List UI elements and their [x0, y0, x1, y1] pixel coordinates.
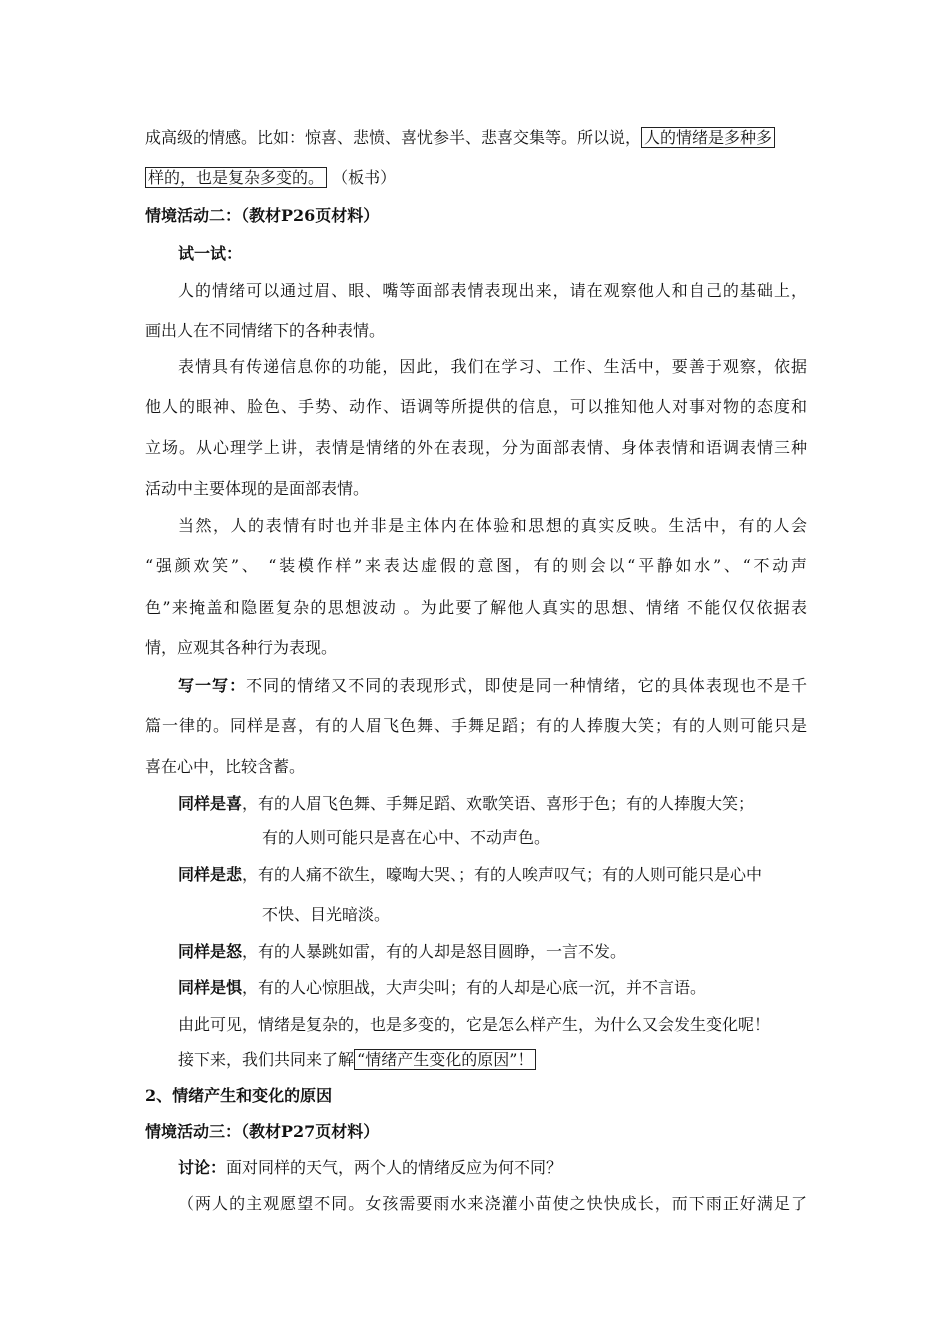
text-span: ，有的人眉飞色舞、手舞足蹈、欢歌笑语、喜形于色；有的人捧腹大笑；: [242, 794, 755, 813]
text-span: ，有的人痛不欲生，嚎啕大哭、；有的人唉声叹气；有的人则可能只是心中: [242, 865, 763, 884]
paragraph-line: （两人的主观愿望不同。女孩需要雨水来浇灌小苗使之快快成长，而下雨正好满足了: [178, 1194, 807, 1213]
emotion-label: 同样是悲: [178, 865, 243, 884]
paragraph-line: [178, 1050, 536, 1070]
paragraph-line: 不快、目光暗淡。: [262, 905, 391, 924]
boxed-blackboard-note: 样的，也是复杂多变的。: [145, 167, 327, 188]
paragraph-line: 他人的眼神、脸色、手势、动作、语调等所提供的信息，可以推知他人对事对物的态度和: [145, 397, 807, 416]
joy-item: [178, 794, 754, 814]
paragraph-line: 表情具有传递信息你的功能，因此，我们在学习、工作、生活中，要善于观察，依据: [178, 357, 807, 376]
paragraph-line: 活动中主要体现的是面部表情。: [145, 479, 370, 498]
text-span: 接下来，我们共同来了解: [178, 1050, 355, 1069]
text-span: 成高级的情感。比如：惊喜、悲愤、喜忧参半、悲喜交集等。所以说，: [145, 128, 642, 147]
paragraph-line: 画出人在不同情绪下的各种表情。: [145, 321, 386, 340]
paragraph-line: 由此可见，情绪是复杂的，也是多变的，它是怎么样产生，为什么又会发生变化呢！: [178, 1015, 771, 1034]
text-span: ，有的人心惊胆战，大声尖叫；有的人却是心底一沉，并不言语。: [242, 978, 707, 997]
emotion-label: 同样是喜: [178, 794, 243, 813]
boxed-blackboard-note: 人的情绪是多种多: [641, 127, 775, 148]
paragraph-line: [145, 168, 396, 188]
text-span: 面对同样的天气，两个人的情绪反应为何不同？: [226, 1158, 563, 1177]
paragraph-line: “强颜欢笑”、 “装模作样”来表达虚假的意图，有的则会以“平静如水”、“不动声: [145, 556, 807, 575]
discussion-line: [178, 1158, 562, 1178]
paragraph-line: 当然，人的表情有时也并非是主体内在体验和思想的真实反映。生活中，有的人会: [178, 516, 807, 535]
paragraph-line: 立场。从心理学上讲，表情是情绪的外在表现，分为面部表情、身体表情和语调表情三种: [145, 438, 807, 457]
emotion-label: 同样是怒: [178, 942, 243, 961]
paragraph-line: 人的情绪可以通过眉、眼、嘴等面部表情表现出来，请在观察他人和自己的基础上，: [178, 281, 807, 300]
paragraph-line: 篇一律的。同样是喜，有的人眉飞色舞、手舞足蹈；有的人捧腹大笑；有的人则可能只是: [145, 716, 807, 735]
emotion-label: 同样是惧: [178, 978, 243, 997]
activity-heading: 情境活动二：（教材P26页材料）: [145, 206, 380, 225]
text-span: 不同的情绪又不同的表现形式，即使是同一种情绪，它的具体表现也不是千: [246, 676, 807, 695]
activity-heading: 情境活动三：（教材P27页材料）: [145, 1122, 380, 1141]
text-span: （板书）: [332, 168, 397, 187]
boxed-blackboard-note: “情绪产生变化的原因”！: [354, 1049, 536, 1070]
sad-item: [178, 865, 762, 885]
fear-item: [178, 978, 706, 998]
try-label: 试一试：: [178, 244, 243, 263]
paragraph-line: 有的人则可能只是喜在心中、不动声色。: [262, 828, 551, 847]
anger-item: [178, 942, 626, 962]
paragraph-line: 色”来掩盖和隐匿复杂的思想波动 。为此要了解他人真实的思想、情绪 不能仅仅依据表: [145, 598, 807, 617]
paragraph-line: 喜在心中，比较含蓄。: [145, 757, 306, 776]
section-heading: 2、情绪产生和变化的原因: [145, 1086, 333, 1105]
paragraph-line: [145, 128, 775, 148]
discuss-label: 讨论：: [178, 1158, 227, 1177]
paragraph-line: 情，应观其各种行为表现。: [145, 638, 338, 657]
paragraph-line: [178, 676, 807, 696]
write-label: 写一写：: [178, 676, 247, 695]
text-span: ，有的人暴跳如雷，有的人却是怒目圆睁，一言不发。: [242, 942, 627, 961]
